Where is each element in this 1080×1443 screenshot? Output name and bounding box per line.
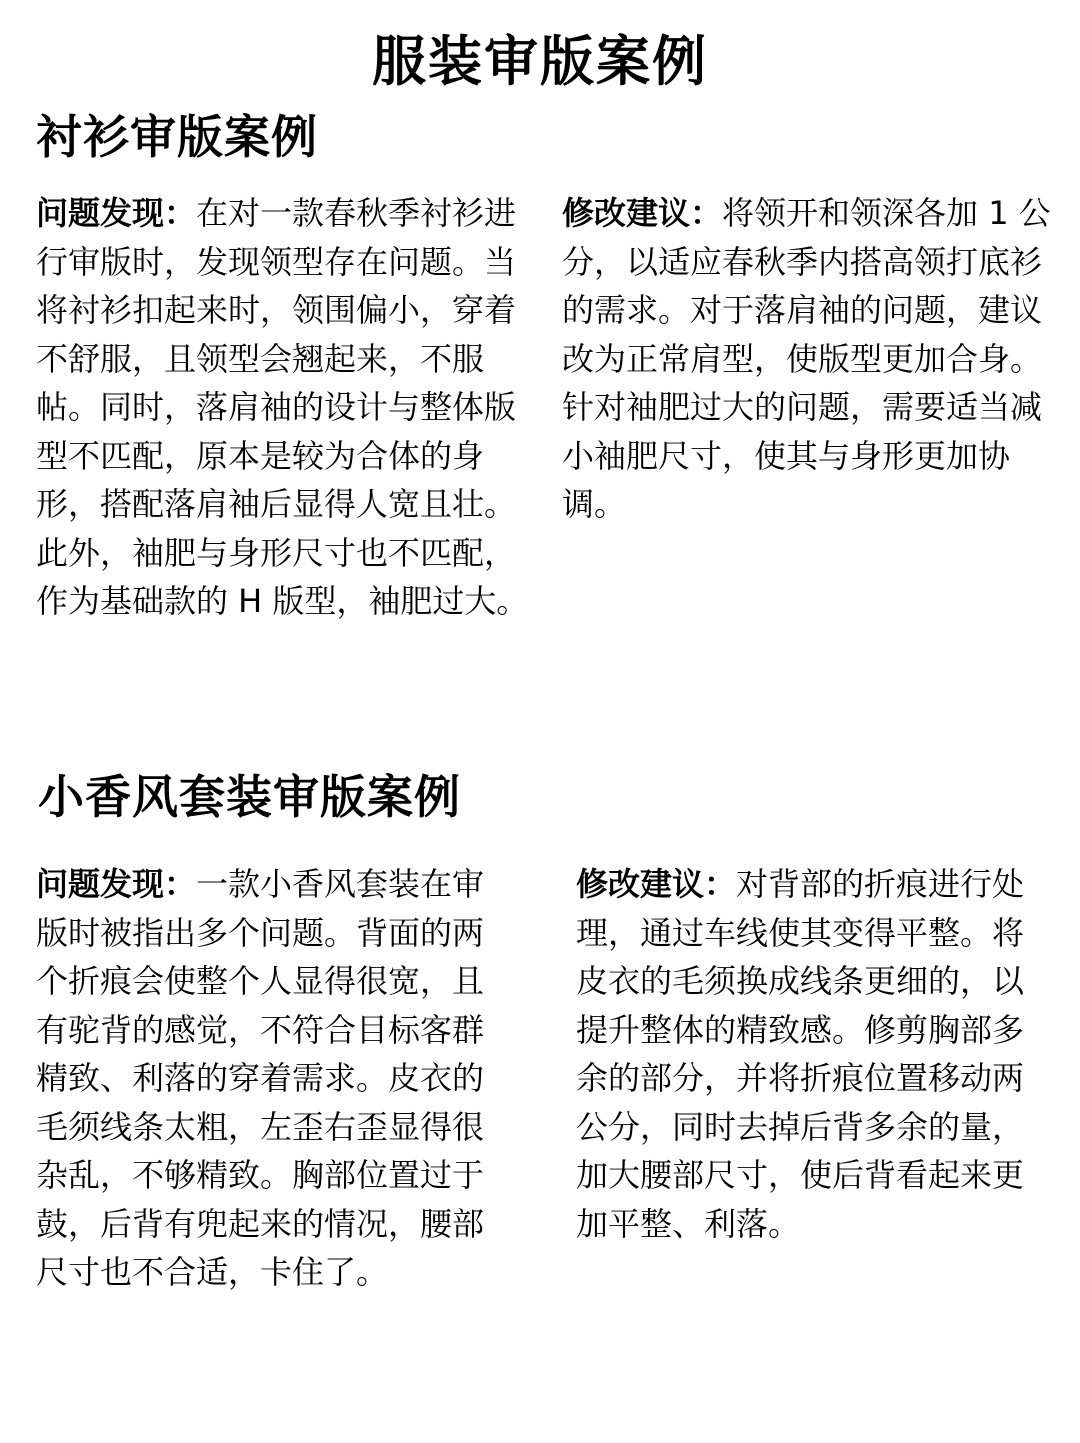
suggestion-label: 修改建议： [562,194,723,232]
section-heading-suit: 小香风套装审版案例 [38,770,461,824]
problem-text: 一款小香风套装在审版时被指出多个问题。背面的两个折痕会使整个人显得很宽，且有驼背的感觉，不符合目标客群精致、利落的穿着需求。皮衣的毛须线条太粗，左歪右歪显得很杂乱，不够精致。胸部位置过于鼓，后背有兜起来的情况，腰部尺寸也不合适，卡住了。 [36,865,485,1291]
shirt-suggestion-paragraph [562,189,1054,529]
problem-label: 问题发现： [36,194,197,232]
suggestion-text: 将领开和领深各加 1 公分，以适应春秋季内搭高领打底衫的需求。对于落肩袖的问题，建议改为正常肩型，使版型更加合身。针对袖肥过大的问题，需要适当减小袖肥尺寸，使其与身形更加协调。 [562,194,1051,523]
shirt-problem-paragraph [36,189,536,626]
suit-suggestion-paragraph [576,860,1036,1248]
suit-problem-paragraph [36,860,496,1297]
suggestion-text: 对背部的折痕进行处理，通过车线使其变得平整。将皮衣的毛须换成线条更细的，以提升整体的精致感。修剪胸部多余的部分，并将折痕位置移动两公分，同时去掉后背多余的量，加大腰部尺寸，使后背看起来更加平整、利落。 [576,865,1025,1243]
section-heading-shirt: 衬衫审版案例 [36,110,318,164]
problem-text: 在对一款春秋季衬衫进行审版时，发现领型存在问题。当将衬衫扣起来时，领围偏小，穿着不舒服，且领型会翘起来，不服帖。同时，落肩袖的设计与整体版型不匹配，原本是较为合体的身形，搭配落肩袖后显得人宽且壮。此外，袖肥与身形尺寸也不匹配，作为基础款的 H 版型，袖肥过大。 [36,194,529,620]
suggestion-label: 修改建议： [576,865,737,903]
page-title: 服装审版案例 [372,30,708,93]
problem-label: 问题发现： [36,865,197,903]
